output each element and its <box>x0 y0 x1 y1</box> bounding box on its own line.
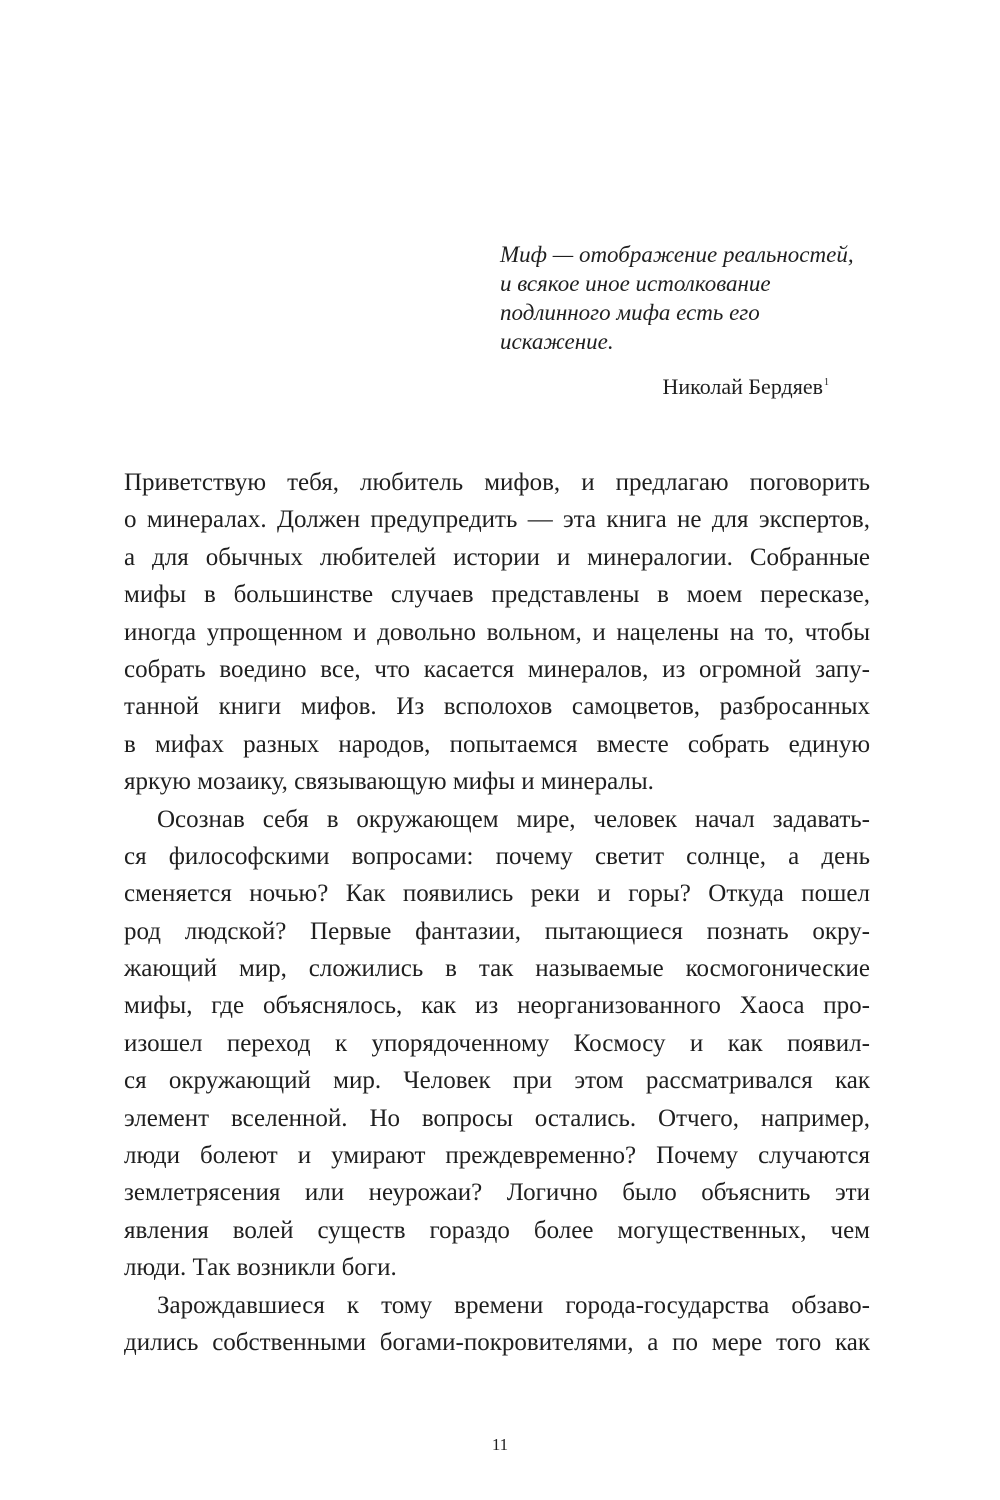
text-line: Осознав себя в окружающем мире, человек начал задавать- <box>157 805 870 833</box>
epigraph-author <box>662 368 829 401</box>
text-line: явления волей существ гораздо более могущественных, чем <box>124 1216 870 1244</box>
text-line: Зарождавшиеся к тому времени города-государства обзаво- <box>157 1291 870 1319</box>
footnote-mark: 1 <box>824 377 829 388</box>
text-line: люди. Так возникли боги. <box>124 1254 397 1282</box>
text-line: люди болеют и умирают преждевременно? Почему случаются <box>124 1142 870 1170</box>
page-number: 11 <box>491 1435 509 1454</box>
text-line: род людской? Первые фантазии, пытающиеся познать окру- <box>124 917 870 945</box>
epigraph-line: подлинного мифа есть его <box>500 300 760 325</box>
text-line: элемент вселенной. Но вопросы остались. Отчего, например, <box>124 1104 870 1132</box>
text-line: в мифах разных народов, попытаемся вместе собрать единую <box>124 730 870 758</box>
text-line: о минералах. Должен предупредить — эта книга не для экспертов, <box>124 506 870 534</box>
epigraph-line: Миф — отображение реальностей, <box>500 242 854 267</box>
epigraph-line: искажение. <box>500 329 614 354</box>
text-line: Приветствую тебя, любитель мифов, и предлагаю поговорить <box>124 469 870 496</box>
text-line: танной книги мифов. Из всполохов самоцветов, разбросанных <box>124 693 870 721</box>
text-line: изошел переход к упорядоченному Космосу и как появил- <box>124 1029 870 1057</box>
epigraph-line: и всякое иное истолкование <box>500 271 771 296</box>
text-line: собрать воедино все, что касается минералов, из огромной запу- <box>124 655 870 683</box>
text-line: яркую мозаику, связывающую мифы и минералы. <box>124 768 654 796</box>
text-line: жающий мир, сложились в так называемые космогонические <box>124 955 870 983</box>
text-line: дились собственными богами-покровителями, а по мере того как <box>124 1328 870 1356</box>
text-line: мифы в большинстве случаев представлены в моем пересказе, <box>124 581 870 609</box>
text-line: сменяется ночью? Как появились реки и горы? Откуда пошел <box>124 880 870 908</box>
text-line: мифы, где объяснялось, как из неорганизованного Хаоса про- <box>124 992 870 1020</box>
text-line: землетрясения или неурожаи? Логично было объяснить эти <box>124 1179 870 1207</box>
epigraph-author-name: Николай Бердяев <box>662 374 823 399</box>
epigraph <box>500 240 880 356</box>
text-line: ся окружающий мир. Человек при этом рассматривался как <box>124 1067 870 1095</box>
text-line: иногда упрощенном и довольно вольном, и нацелены на то, чтобы <box>124 618 870 646</box>
body-text <box>124 464 870 1361</box>
text-line: ся философскими вопросами: почему светит солнце, а день <box>124 842 870 870</box>
text-line: а для обычных любителей истории и минералогии. Собранные <box>124 543 870 571</box>
